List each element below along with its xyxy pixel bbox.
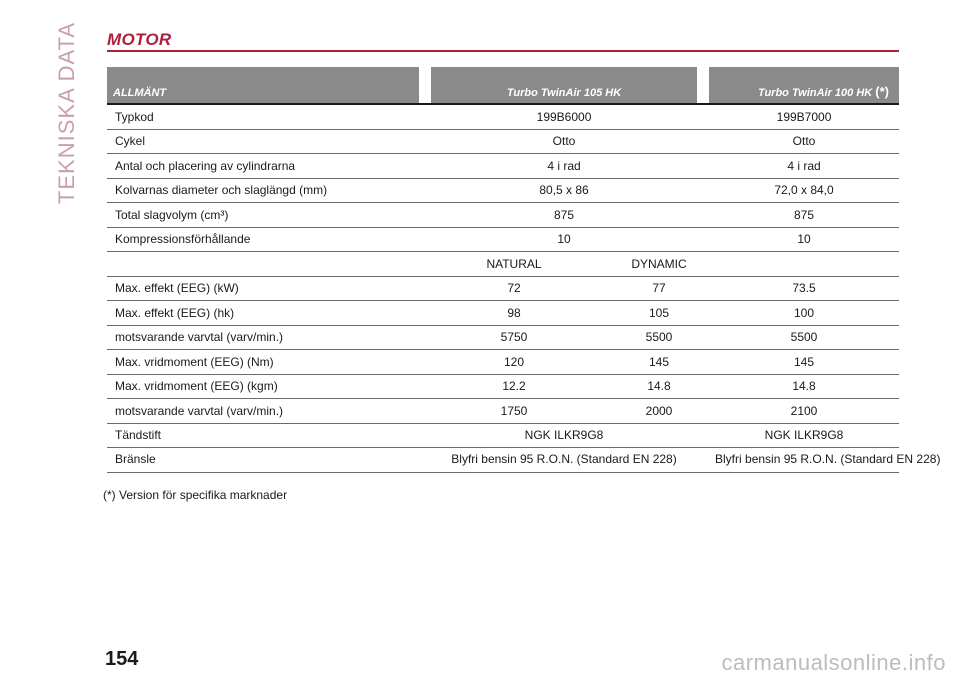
table-header-row: [107, 67, 899, 104]
watermark: carmanualsonline.info: [721, 650, 946, 675]
row-label: motsvarande varvtal (varv/min.): [107, 399, 419, 424]
side-section-tab: [52, 21, 82, 204]
mode-dynamic-label: DYNAMIC: [609, 252, 709, 277]
value-105: Blyfri bensin 95 R.O.N. (Standard EN 228): [419, 448, 709, 473]
table-row: [107, 129, 899, 154]
value-dynamic: 77: [609, 276, 709, 301]
value-natural: 5750: [419, 325, 609, 350]
row-label: Max. effekt (EEG) (hk): [107, 301, 419, 326]
value-100: 875: [709, 203, 899, 228]
value-100: 4 i rad: [709, 154, 899, 179]
value-dynamic: 145: [609, 350, 709, 375]
value-100: 14.8: [709, 374, 899, 399]
mode-header-row: [107, 252, 899, 277]
table-row: [107, 104, 899, 129]
mode-header-spacer-right: [709, 252, 899, 277]
header-engine-105-label: Turbo TwinAir 105 HK: [506, 87, 622, 99]
value-105: 875: [419, 203, 709, 228]
section-title: MOTOR: [107, 30, 172, 49]
value-natural: 12.2: [419, 374, 609, 399]
table-row: [107, 325, 899, 350]
value-100: NGK ILKR9G8: [709, 423, 899, 448]
row-label: Max. vridmoment (EEG) (kgm): [107, 374, 419, 399]
value-105: 10: [419, 227, 709, 252]
value-105: Otto: [419, 129, 709, 154]
row-label: Kolvarnas diameter och slaglängd (mm): [107, 178, 419, 203]
value-dynamic: 5500: [609, 325, 709, 350]
row-label: Max. vridmoment (EEG) (Nm): [107, 350, 419, 375]
value-natural: 72: [419, 276, 609, 301]
footnote: (*) Version för specifika marknader: [103, 488, 288, 502]
value-100: 73.5: [709, 276, 899, 301]
header-engine-105: [419, 67, 709, 104]
row-label: Typkod: [107, 104, 419, 129]
table-row: [107, 374, 899, 399]
row-label: Total slagvolym (cm³): [107, 203, 419, 228]
value-natural: 1750: [419, 399, 609, 424]
table-row: [107, 276, 899, 301]
page-number: 154: [105, 648, 139, 670]
value-natural: 120: [419, 350, 609, 375]
value-100: Blyfri bensin 95 R.O.N. (Standard EN 228): [709, 448, 899, 473]
row-label: Tändstift: [107, 423, 419, 448]
table-row: [107, 227, 899, 252]
value-100: Otto: [709, 129, 899, 154]
value-natural: 98: [419, 301, 609, 326]
row-label: Antal och placering av cylindrarna: [107, 154, 419, 179]
value-105: 80,5 x 86: [419, 178, 709, 203]
value-105: NGK ILKR9G8: [419, 423, 709, 448]
value-100: 199B7000: [709, 104, 899, 129]
row-label: Kompressionsförhållande: [107, 227, 419, 252]
title-divider: [107, 50, 899, 52]
value-dynamic: 14.8: [609, 374, 709, 399]
value-100: 10: [709, 227, 899, 252]
mode-header-spacer: [107, 252, 419, 277]
side-section-tab-label: TEKNISKA DATA: [54, 21, 79, 204]
row-label: Max. effekt (EEG) (kW): [107, 276, 419, 301]
value-105: 199B6000: [419, 104, 709, 129]
value-dynamic: 105: [609, 301, 709, 326]
value-100: 72,0 x 84,0: [709, 178, 899, 203]
mode-natural-label: NATURAL: [419, 252, 609, 277]
table-row: [107, 448, 899, 473]
value-100: 100: [709, 301, 899, 326]
header-general: ALLMÄNT: [107, 67, 419, 104]
value-100: 145: [709, 350, 899, 375]
row-label: Cykel: [107, 129, 419, 154]
header-engine-100-marker: (*): [875, 84, 890, 99]
table-row: [107, 203, 899, 228]
value-100: 2100: [709, 399, 899, 424]
value-105: 4 i rad: [419, 154, 709, 179]
table-row: [107, 350, 899, 375]
row-label: Bränsle: [107, 448, 419, 473]
table-row: [107, 399, 899, 424]
value-100: 5500: [709, 325, 899, 350]
table-row: [107, 154, 899, 179]
table-row: [107, 301, 899, 326]
header-engine-100-label: Turbo TwinAir 100 HK: [757, 87, 873, 99]
table-row: [107, 423, 899, 448]
engine-spec-table: [107, 67, 941, 473]
header-engine-100: [709, 67, 899, 104]
row-label: motsvarande varvtal (varv/min.): [107, 325, 419, 350]
table-row: [107, 178, 899, 203]
value-dynamic: 2000: [609, 399, 709, 424]
